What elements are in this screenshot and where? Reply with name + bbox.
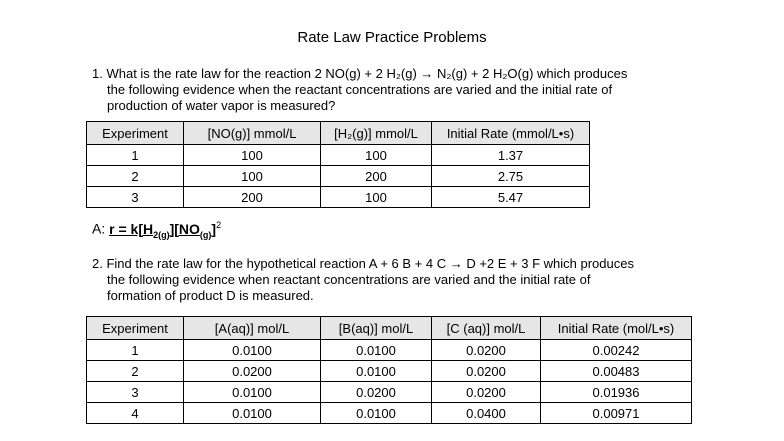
table-cell: 0.01936 <box>541 382 692 403</box>
table-cell: 3 <box>87 187 184 208</box>
problem-1-number: 1. <box>92 66 103 81</box>
table-cell: 0.0200 <box>432 340 541 361</box>
table-row <box>87 145 590 166</box>
table-cell: 100 <box>184 145 321 166</box>
table-header-cell: [B(aq)] mol/L <box>321 317 432 340</box>
table-header-cell: Experiment <box>87 122 184 145</box>
page-title: Rate Law Practice Problems <box>297 29 487 46</box>
problem-2-text <box>92 256 712 304</box>
table-cell: 0.0100 <box>184 403 321 424</box>
table-cell: 200 <box>321 166 432 187</box>
table-cell: 0.0200 <box>432 382 541 403</box>
table-cell: 1 <box>87 340 184 361</box>
table-cell: 0.0100 <box>184 382 321 403</box>
table-row <box>87 382 692 403</box>
table-row <box>87 340 692 361</box>
table-row <box>87 361 692 382</box>
table-cell: 0.0100 <box>321 340 432 361</box>
problem-2-number: 2. <box>92 256 103 271</box>
problem-1-line-3: production of water vapor is measured? <box>107 98 336 113</box>
table-row <box>87 187 590 208</box>
answer-rate-law <box>109 220 217 240</box>
table-header-row <box>87 317 692 340</box>
table-cell: 1.37 <box>432 145 590 166</box>
table-cell: 4 <box>87 403 184 424</box>
table-cell: 0.0200 <box>184 361 321 382</box>
table-cell: 0.00242 <box>541 340 692 361</box>
table-cell: 0.0100 <box>321 361 432 382</box>
problem-1-text <box>92 66 712 114</box>
table-cell: 0.0200 <box>432 361 541 382</box>
problem-1-answer <box>92 220 221 239</box>
answer-label: A: <box>92 220 106 237</box>
table-cell: 0.0200 <box>321 382 432 403</box>
table-cell: 2.75 <box>432 166 590 187</box>
table-row <box>87 166 590 187</box>
answer-part: ] <box>211 220 217 237</box>
problem-2-line-2: the following evidence when reactant concentrations are varied and the initial rate of <box>107 272 591 287</box>
table-cell: 2 <box>87 361 184 382</box>
table-cell: 0.0100 <box>321 403 432 424</box>
table-cell: 5.47 <box>432 187 590 208</box>
table-cell: 200 <box>184 187 321 208</box>
problem-1-line-1: What is the rate law for the reaction 2 NO(g) + 2 H₂(g) → N₂(g) + 2 H₂O(g) which produces <box>106 66 628 81</box>
problem-1-table <box>86 121 590 208</box>
problem-2-table <box>86 316 692 424</box>
problem-1-line-2: the following evidence when the reactant concentrations are varied and the initial rate of <box>107 82 613 97</box>
table-cell: 100 <box>321 145 432 166</box>
table-header-cell: Initial Rate (mmol/L•s) <box>432 122 590 145</box>
table-cell: 0.00483 <box>541 361 692 382</box>
table-cell: 2 <box>87 166 184 187</box>
table-cell: 100 <box>184 166 321 187</box>
table-cell: 0.0400 <box>432 403 541 424</box>
table-header-cell: [A(aq)] mol/L <box>184 317 321 340</box>
table-header-cell: [H₂(g)] mmol/L <box>321 122 432 145</box>
table-header-row <box>87 122 590 145</box>
problem-2-line-3: formation of product D is measured. <box>107 288 314 303</box>
answer-subscript: 2(g) <box>153 229 170 240</box>
problem-2-line-1: Find the rate law for the hypothetical reaction A + 6 B + 4 C → D +2 E + 3 F which produces <box>106 256 634 271</box>
table-cell: 1 <box>87 145 184 166</box>
table-row <box>87 403 692 424</box>
answer-part: ][NO <box>169 220 200 237</box>
answer-subscript: (g) <box>199 229 212 240</box>
table-cell: 3 <box>87 382 184 403</box>
table-header-cell: [C (aq)] mol/L <box>432 317 541 340</box>
table-header-cell: [NO(g)] mmol/L <box>184 122 321 145</box>
answer-part: r = k[H <box>109 220 154 237</box>
table-cell: 0.00971 <box>541 403 692 424</box>
table-cell: 0.0100 <box>184 340 321 361</box>
answer-exponent: 2 <box>216 220 222 230</box>
table-header-cell: Experiment <box>87 317 184 340</box>
table-cell: 100 <box>321 187 432 208</box>
table-header-cell: Initial Rate (mol/L•s) <box>541 317 692 340</box>
